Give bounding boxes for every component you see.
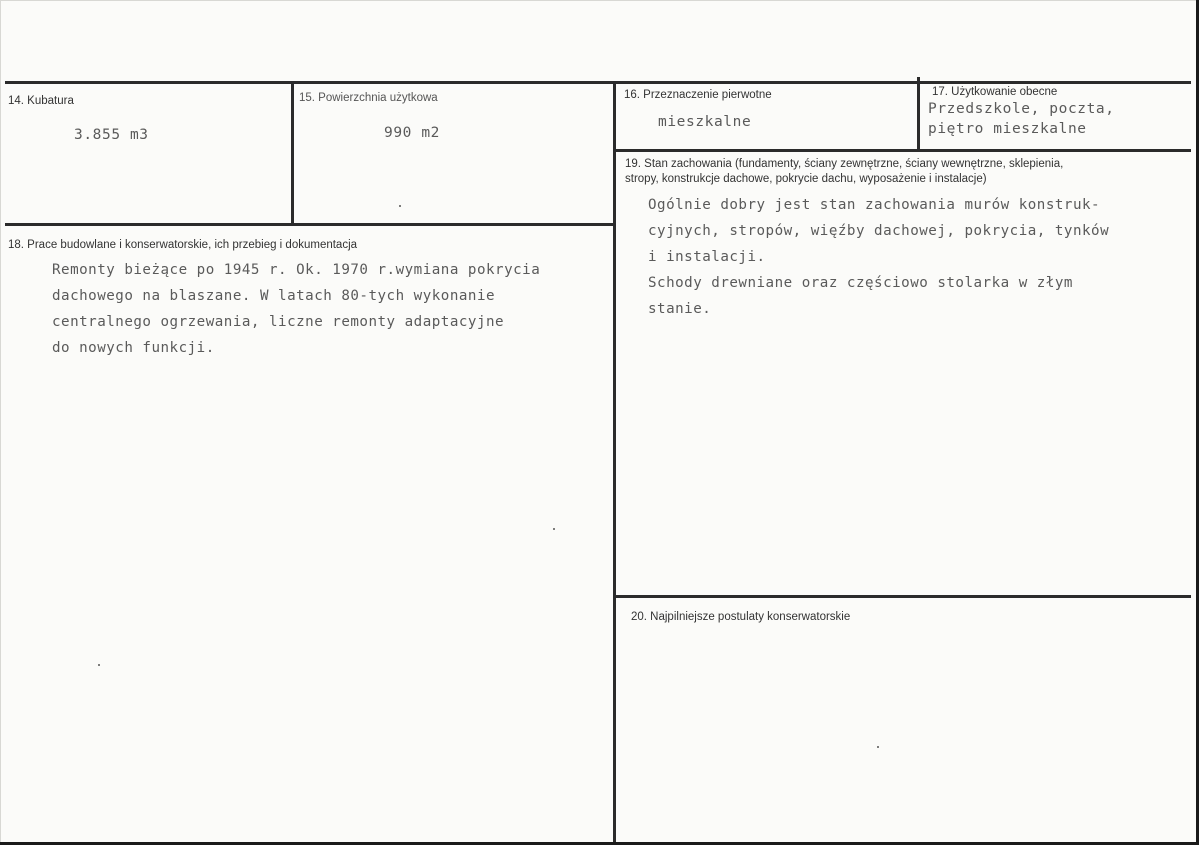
field-19-line: Ogólnie dobry jest stan zachowania murów konstruk-: [648, 197, 1101, 213]
field-19-label: [625, 157, 1063, 187]
field-14-value: 3.855 m3: [74, 127, 149, 143]
field-17-line: piętro mieszkalne: [928, 121, 1087, 137]
field-14-label: 14. Kubatura: [8, 95, 74, 107]
top-rule: [5, 81, 1191, 84]
field-19-label-line: 19. Stan zachowania (fundamenty, ściany zewnętrzne, ściany wewnętrzne, sklepienia,: [625, 158, 1064, 170]
field-19-line: stanie.: [648, 301, 712, 317]
field-18-text: [52, 257, 540, 361]
field-18-line: dachowego na blaszane. W latach 80-tych wykonanie: [52, 288, 496, 304]
field-18-line: do nowych funkcji.: [52, 340, 215, 356]
field-16-value: mieszkalne: [658, 114, 752, 130]
field-20-label: 20. Najpilniejsze postulaty konserwatorskie: [631, 611, 851, 623]
field-18-line: centralnego ogrzewania, liczne remonty adaptacyjne: [52, 314, 505, 330]
scan-speck: [98, 664, 100, 666]
field-18-label: 18. Prace budowlane i konserwatorskie, ich przebieg i dokumentacja: [8, 239, 358, 251]
divider-14-15: [291, 83, 294, 225]
field-17-line: Przedszkole, poczta,: [928, 101, 1115, 117]
divider-16-17: [917, 77, 920, 151]
rule-under-19: [615, 595, 1191, 598]
scan-speck: [877, 746, 879, 748]
field-19-line: cyjnych, stropów, więźby dachowej, pokrycia, tynków: [648, 223, 1110, 239]
field-17-value: [928, 99, 1115, 139]
field-18-line: Remonty bieżące po 1945 r. Ok. 1970 r.wymiana pokrycia: [52, 262, 541, 278]
field-19-label-line: stropy, konstrukcje dachowe, pokrycie dachu, wyposażenie i instalacje): [625, 173, 987, 185]
field-15-value: 990 m2: [384, 125, 440, 141]
scan-speck: [399, 205, 401, 207]
field-15-label: 15. Powierzchnia użytkowa: [299, 92, 438, 104]
rule-under-16-17: [615, 149, 1191, 152]
divider-15-16: [613, 81, 616, 844]
field-19-line: i instalacji.: [648, 249, 766, 265]
field-16-label: 16. Przeznaczenie pierwotne: [624, 89, 772, 101]
field-19-line: Schody drewniane oraz częściowo stolarka w złym: [648, 275, 1073, 291]
rule-under-14-15: [5, 223, 615, 226]
scan-speck: [553, 528, 555, 530]
field-17-label: 17. Użytkowanie obecne: [932, 86, 1058, 98]
field-19-text: [648, 192, 1109, 322]
